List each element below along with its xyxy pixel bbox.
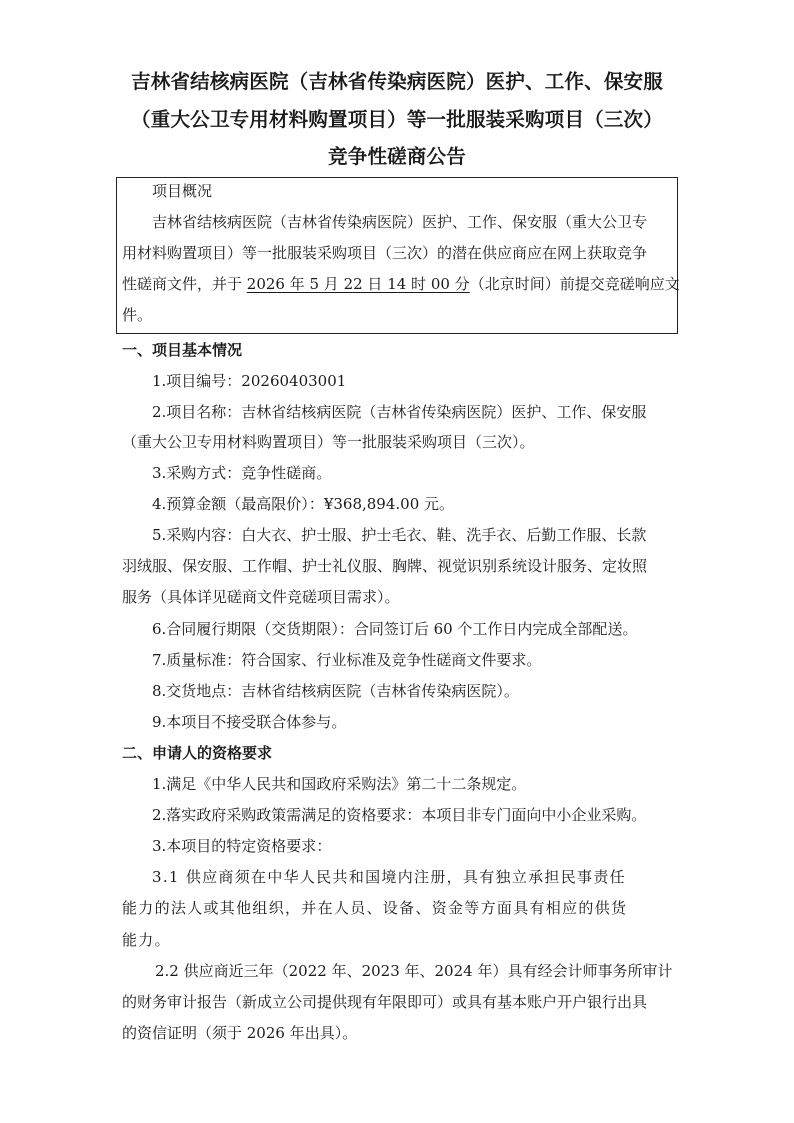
- overview-heading: 项目概况: [152, 182, 213, 200]
- qualification-item-3-2-line-2: 的财务审计报告（新成立公司提供现有年限即可）或具有基本账户开户银行出具: [122, 993, 648, 1011]
- qualification-item-3-1-line-2: 能力的法人或其他组织，并在人员、设备、资金等方面具有相应的供货: [122, 899, 628, 917]
- project-number: 1.项目编号：20260403001: [152, 372, 347, 390]
- procurement-content-line-2: 羽绒服、保安服、工作帽、护士礼仪服、胸牌、视觉识别系统设计服务、定妆照: [122, 557, 648, 575]
- section-2-heading: 二、申请人的资格要求: [122, 744, 273, 762]
- overview-text-suffix: （北京时间）前提交竞磋响应文: [469, 275, 680, 293]
- project-name-line-1: 2.项目名称：吉林省结核病医院（吉林省传染病医院）医护、工作、保安服: [152, 403, 647, 421]
- qualification-item-3-2-line-3: 的资信证明（须于 2026 年出具）。: [122, 1024, 358, 1042]
- budget-amount: 4.预算金额（最高限价）：¥368,894.00 元。: [152, 495, 455, 513]
- overview-text-prefix: 性磋商文件，并于: [122, 275, 247, 293]
- qualification-item-2: 2.落实政府采购政策需满足的资格要求：本项目非专门面向中小企业采购。: [152, 806, 647, 824]
- overview-text-line-2: 用材料购置项目）等一批服装采购项目（三次）的潜在供应商应在网上获取竞争: [122, 244, 648, 262]
- contract-period: 6.合同履行期限（交货期限）：合同签订后 60 个工作日内完成全部配送。: [152, 620, 638, 638]
- project-name-line-2: （重大公卫专用材料购置项目）等一批服装采购项目（三次）。: [122, 433, 535, 451]
- overview-text-line-3: [122, 273, 680, 294]
- overview-text-line-4: 件。: [122, 306, 153, 324]
- procurement-content-line-1: 5.采购内容：白大衣、护士服、护士毛衣、鞋、洗手衣、后勤工作服、长款: [152, 526, 647, 544]
- qualification-item-1: 1.满足《中华人民共和国政府采购法》第二十二条规定。: [152, 775, 527, 793]
- qualification-item-3-2-line-1: 2.2 供应商近三年（2022 年、2023 年、2024 年）具有经会计师事务所审计: [155, 962, 673, 980]
- procurement-method: 3.采购方式：竞争性磋商。: [152, 464, 332, 482]
- qualification-item-3-1-line-1: 3.1 供应商须在中华人民共和国境内注册，具有独立承担民事责任: [152, 868, 626, 886]
- submission-deadline: 2026 年 5 月 22 日 14 时 00 分: [246, 275, 470, 293]
- document-title-line-2: （重大公卫专用材料购置项目）等一批服装采购项目（三次）: [131, 108, 663, 131]
- quality-standard: 7.质量标准：符合国家、行业标准及竞争性磋商文件要求。: [152, 651, 542, 669]
- section-1-heading: 一、项目基本情况: [122, 341, 243, 359]
- delivery-location: 8.交货地点：吉林省结核病医院（吉林省传染病医院）。: [152, 682, 519, 700]
- overview-text-line-1: 吉林省结核病医院（吉林省传染病医院）医护、工作、保安服（重大公卫专: [152, 213, 648, 231]
- qualification-item-3: 3.本项目的特定资格要求：: [152, 837, 332, 855]
- procurement-content-line-3: 服务（具体详见磋商文件竞磋项目需求）。: [122, 588, 400, 606]
- document-title-line-3: 竞争性磋商公告: [328, 145, 466, 168]
- consortium-note: 9.本项目不接受联合体参与。: [152, 713, 347, 731]
- document-title-line-1: 吉林省结核病医院（吉林省传染病医院）医护、工作、保安服: [131, 70, 663, 93]
- qualification-item-3-1-line-3: 能力。: [122, 931, 171, 949]
